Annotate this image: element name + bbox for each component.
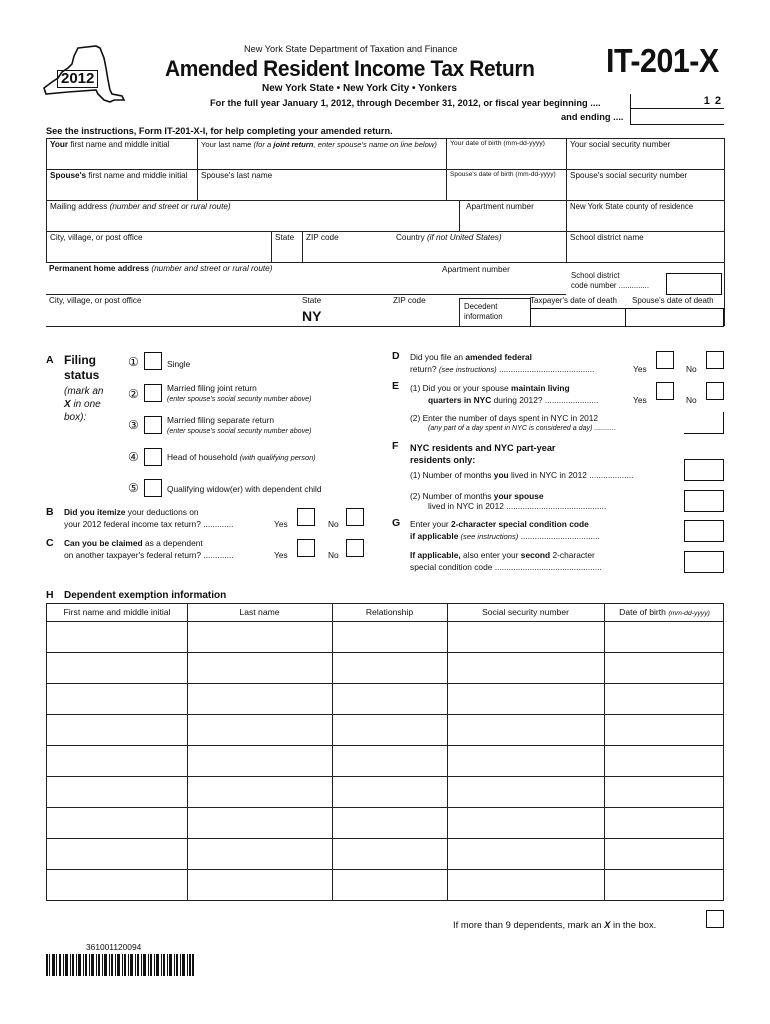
itemize-question-line1: Did you itemize your deductions on	[64, 507, 199, 517]
table-row[interactable]	[47, 745, 723, 746]
months-spouse-nyc-line2: lived in NYC in 2012 ...........................................	[428, 501, 607, 511]
zip-field[interactable]: ZIP code	[302, 231, 392, 262]
section-d-letter: D	[392, 350, 400, 362]
section-g-letter: G	[392, 517, 401, 529]
dependent-question-line1: Can you be claimed as a dependent	[64, 538, 203, 548]
spouse-dob-field[interactable]: Spouse's date of birth (mm-dd-yyyy)	[446, 169, 566, 200]
country-field[interactable]: Country (if not United States)	[396, 233, 502, 242]
more-than-9-checkbox[interactable]	[706, 910, 724, 928]
head-of-household-label: Head of household (with qualifying person)	[167, 452, 316, 462]
dep-col-first-name: First name and middle initial	[63, 607, 171, 617]
special-condition-code-field[interactable]	[684, 520, 724, 542]
married-separate-note: (enter spouse's social security number above)	[167, 427, 312, 435]
spouse-ssn-field[interactable]: Spouse's social security number	[566, 169, 724, 200]
qualifying-widow-checkbox[interactable]	[144, 479, 162, 497]
permanent-zip-label: ZIP code	[393, 296, 426, 305]
dep-col-ssn: Social security number	[482, 607, 569, 617]
your-ssn-field[interactable]: Your social security number	[566, 138, 724, 169]
itemize-no-checkbox[interactable]	[346, 508, 364, 526]
ending-label: and ending ....	[561, 112, 624, 122]
tax-period: For the full year January 1, 2012, through December 31, 2012, or fiscal year beginning ....	[210, 98, 601, 108]
dependents-title: Dependent exemption information	[64, 590, 227, 601]
itemize-yes-checkbox[interactable]	[297, 508, 315, 526]
single-checkbox[interactable]	[144, 352, 162, 370]
dependent-no-label: No	[328, 550, 339, 560]
filing-status-num-4: ④	[128, 450, 139, 464]
mailing-address-field[interactable]: Mailing address (number and street or rural route)	[46, 200, 459, 231]
nyc-living-quarters-line2: quarters in NYC during 2012? .......................	[428, 395, 599, 405]
barcode-icon	[46, 954, 194, 976]
your-first-name-field[interactable]: Your first name and middle initial	[46, 138, 197, 169]
filing-status-title-2: status	[64, 368, 100, 382]
months-you-nyc-field[interactable]	[684, 459, 724, 481]
itemize-question-line2: your 2012 federal income tax return? .............	[64, 519, 234, 529]
barcode-number: 361001120094	[86, 942, 142, 952]
fiscal-year-begin-field[interactable]	[630, 94, 724, 109]
table-row[interactable]	[47, 683, 723, 684]
nyc-days-line2: (any part of a day spent in NYC is considered a day) ...........	[428, 424, 617, 432]
itemize-yes-label: Yes	[274, 519, 288, 529]
second-condition-code-field[interactable]	[684, 551, 724, 573]
married-joint-checkbox[interactable]	[144, 384, 162, 402]
table-row[interactable]	[47, 838, 723, 839]
dependent-question-line2: on another taxpayer's federal return? .............	[64, 550, 234, 560]
nyc-quarters-yes-label: Yes	[633, 395, 647, 405]
second-condition-line1: If applicable, also enter your second 2-character	[410, 550, 595, 560]
permanent-apartment-label: Apartment number	[442, 265, 510, 274]
married-separate-label: Married filing separate return	[167, 415, 275, 425]
taxpayer-dod-label: Taxpayer's date of death	[530, 296, 617, 305]
dependents-table	[46, 603, 724, 901]
section-c-letter: C	[46, 537, 54, 549]
amended-no-checkbox[interactable]	[706, 351, 724, 369]
ny-county-field[interactable]: New York State county of residence	[566, 200, 724, 231]
form-title: Amended Resident Income Tax Return	[165, 56, 535, 81]
nyc-living-quarters-line1: (1) Did you or your spouse maintain living	[410, 383, 570, 393]
amended-federal-line1: Did you file an amended federal	[410, 352, 532, 362]
dependent-yes-checkbox[interactable]	[297, 539, 315, 557]
amended-federal-line2: return? (see instructions) .........................................	[410, 364, 595, 374]
months-spouse-nyc-field[interactable]	[684, 490, 724, 512]
filing-status-num-1: ①	[128, 355, 139, 369]
second-condition-line2: special condition code ..............................................	[410, 562, 602, 572]
filing-status-note: (mark an X in one box):	[64, 386, 104, 423]
itemize-no-label: No	[328, 519, 339, 529]
filing-status-title-1: Filing	[64, 353, 96, 367]
special-condition-line1: Enter your 2-character special condition code	[410, 519, 589, 529]
single-label: Single	[167, 359, 191, 369]
dep-col-last-name: Last name	[239, 607, 280, 617]
table-row[interactable]	[47, 807, 723, 808]
amended-no-label: No	[686, 364, 697, 374]
spouse-first-name-field[interactable]: Spouse's first name and middle initial	[46, 169, 197, 200]
qualifying-widow-label: Qualifying widow(er) with dependent child	[167, 484, 322, 494]
head-of-household-checkbox[interactable]	[144, 448, 162, 466]
school-district-code-label-1: School district	[571, 271, 620, 280]
taxpayer-dod-field[interactable]	[530, 308, 626, 326]
department-name: New York State Department of Taxation and Finance	[244, 44, 458, 54]
nyc-quarters-yes-checkbox[interactable]	[656, 382, 674, 400]
section-b-letter: B	[46, 506, 54, 518]
tax-year: 2012	[57, 70, 98, 88]
dependent-yes-label: Yes	[274, 550, 288, 560]
your-dob-field[interactable]: Your date of birth (mm-dd-yyyy)	[446, 138, 566, 169]
state-field[interactable]: State	[271, 231, 302, 262]
nyc-residents-title: NYC residents and NYC part-year residents only:	[410, 443, 556, 465]
form-id: IT-201-X	[606, 42, 719, 79]
permanent-city-label: City, village, or post office	[49, 296, 142, 305]
filing-status-num-5: ⑤	[128, 481, 139, 495]
section-a-letter: A	[46, 354, 54, 366]
instructions-note: See the instructions, Form IT-201-X-I, for help completing your amended return.	[46, 126, 393, 136]
married-joint-note: (enter spouse's social security number above)	[167, 395, 312, 403]
spouse-dod-field[interactable]	[626, 308, 724, 326]
header	[0, 0, 770, 140]
nyc-quarters-no-label: No	[686, 395, 697, 405]
permanent-home-address-field[interactable]: Permanent home address (number and street or rural route)	[49, 264, 273, 273]
identification-section	[46, 138, 724, 326]
section-h-letter: H	[46, 589, 54, 601]
filing-status-num-3: ③	[128, 418, 139, 432]
permanent-state-value[interactable]: NY	[302, 308, 322, 324]
section-e-letter: E	[392, 380, 400, 392]
your-last-name-field[interactable]: Your last name (for a joint return, enter spouse's name on line below)	[197, 138, 446, 169]
city-field[interactable]: City, village, or post office	[46, 231, 271, 262]
table-row[interactable]	[47, 714, 723, 715]
fiscal-year-begin-value: 1 2	[703, 95, 722, 107]
more-than-9-label: If more than 9 dependents, mark an X in the box.	[453, 919, 657, 930]
special-condition-line2: if applicable (see instructions) ..................................	[410, 531, 600, 541]
table-row[interactable]	[47, 652, 723, 653]
nyc-days-line1: (2) Enter the number of days spent in NYC in 2012	[410, 413, 599, 423]
married-joint-label: Married filing joint return	[167, 383, 257, 393]
spouse-dod-label: Spouse's date of death	[632, 296, 714, 305]
months-spouse-nyc-line1: (2) Number of months your spouse	[410, 491, 544, 501]
school-district-name-field[interactable]: School district name	[566, 231, 724, 262]
permanent-state-label: State	[302, 296, 322, 305]
filing-status-num-2: ②	[128, 387, 139, 401]
spouse-last-name-field[interactable]: Spouse's last name	[197, 169, 446, 200]
amended-yes-checkbox[interactable]	[656, 351, 674, 369]
fiscal-year-end-field[interactable]	[630, 109, 724, 125]
section-f-letter: F	[392, 440, 399, 452]
table-row[interactable]	[47, 776, 723, 777]
months-you-nyc-label: (1) Number of months you lived in NYC in 2012 ...................	[410, 470, 634, 480]
school-district-code-box[interactable]	[666, 273, 722, 295]
table-row[interactable]	[47, 869, 723, 870]
jurisdictions: New York State • New York City • Yonkers	[262, 83, 457, 94]
school-district-code-label-2: code number ..............	[571, 281, 650, 290]
nyc-quarters-no-checkbox[interactable]	[706, 382, 724, 400]
dep-col-dob: Date of birth (mm-dd-yyyy)	[619, 607, 710, 617]
decedent-info: Decedent information	[459, 298, 531, 326]
dependent-no-checkbox[interactable]	[346, 539, 364, 557]
apartment-number-field[interactable]: Apartment number	[459, 200, 566, 231]
amended-yes-label: Yes	[633, 364, 647, 374]
dep-col-relationship: Relationship	[365, 607, 414, 617]
nyc-days-field[interactable]	[684, 412, 724, 434]
married-separate-checkbox[interactable]	[144, 416, 162, 434]
